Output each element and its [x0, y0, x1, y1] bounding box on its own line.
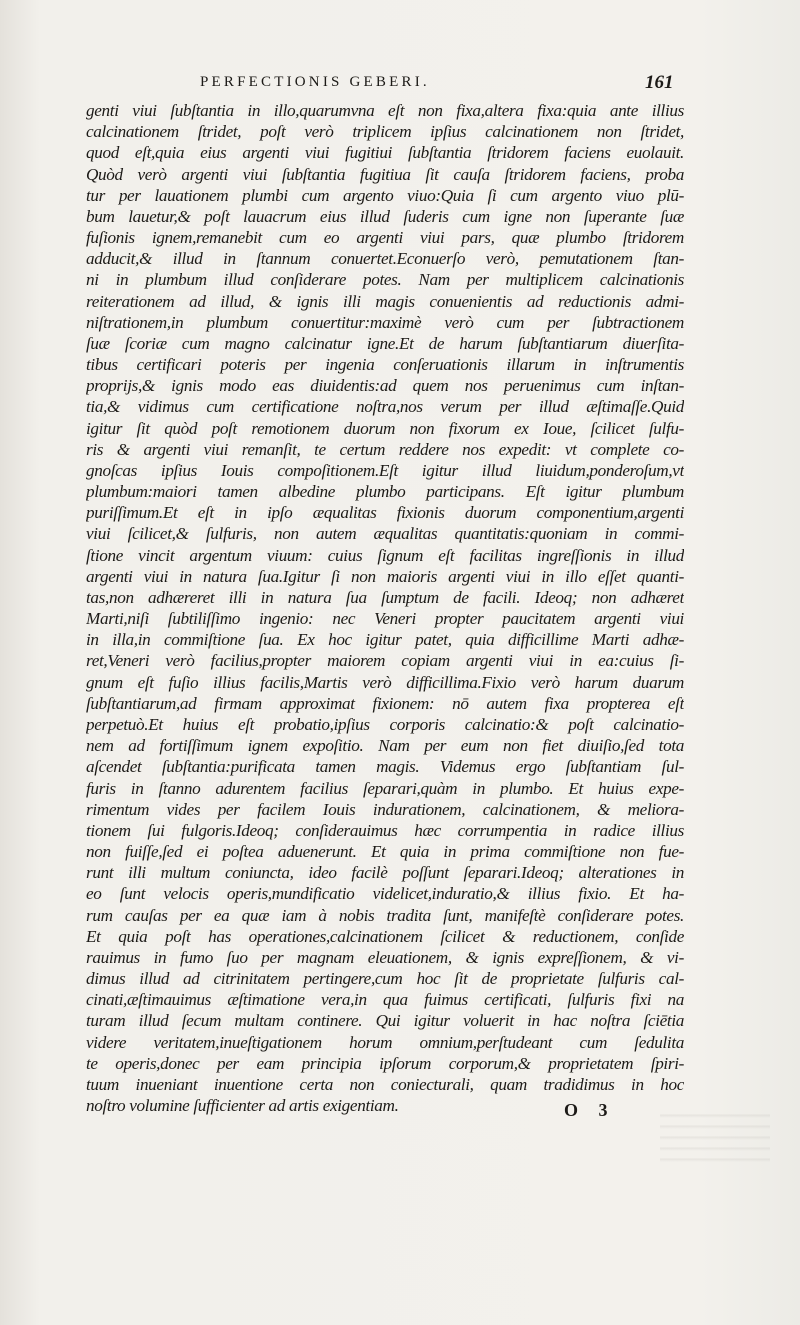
text-line: quod eſt,quia eius argenti viui fugitiui ſubſtantia ſtridorem faciens euolauit. [86, 143, 684, 163]
text-line: viui ſcilicet,& ſulfuris, non autem æqualitas quantitatis:quoniam in commi- [86, 524, 684, 544]
text-line: eo ſunt velocis operis,mundificatio videlicet,induratio,& illius fixio. Et ha- [86, 884, 684, 904]
text-line: reiterationem ad illud, & ignis illi magis conuenientis ad reductionis admi- [86, 291, 684, 311]
text-line: puriſſimum.Et eſt in ipſo æqualitas fixionis duorum componentium,argenti [86, 503, 684, 523]
text-line: gnum eſt fuſio illius facilis,Martis verò difficillima.Fixio verò harum duarum [86, 672, 684, 692]
text-line: tur per lauationem plumbi cum argento viuo:Quia ſi cum argento viuo plū- [86, 185, 684, 205]
text-line: adducit,& illud in ſtannum conuertet.Econuerſo verò, pemutationem ſtan- [86, 249, 684, 269]
text-line: rum cauſas per ea quæ iam à nobis tradita ſunt, manifeſtè conſiderare potes. [86, 905, 684, 925]
text-line: Et quia poſt has operationes,calcinationem ſcilicet & reductionem, conſide [86, 926, 684, 946]
text-line: furis in ſtanno adurentem facilius ſeparari,quàm in plumbo. Et huius expe- [86, 778, 684, 798]
signature-mark: O 3 [564, 1100, 616, 1120]
text-line: aſcendet ſubſtantia:purificata tamen magis. Videmus ergo ſubſtantiam ſul- [86, 757, 684, 777]
text-line: ſtione vincit argentum viuum: cuius ſignum eſt facilitas ingreſſionis in illud [86, 545, 684, 565]
text-line: videre veritatem,inueſtigationem horum omnium,perſtudeant cum ſedulita [86, 1032, 684, 1052]
text-line: dimus illud ad citrinitatem pertingere,cum hoc ſit de proprietate ſulfuris cal- [86, 969, 684, 989]
text-line: tionem ſui fulgoris.Ideoq; conſiderauimus hæc corrumpentia in radice illius [86, 820, 684, 840]
page-header [200, 74, 680, 96]
text-line: tibus certificari poteris per ingenia conſeruationis illarum in inſtrumentis [86, 355, 684, 375]
text-line: gnoſcas ipſius Iouis compoſitionem.Eſt igitur illud liuidum,ponderoſum,vt [86, 460, 684, 480]
text-line: te operis,donec per eam principia ipſorum corporum,& proprietatem ſpiri- [86, 1053, 684, 1073]
text-line: igitur ſit quòd poſt remotionem duorum non fixorum ex Ioue, ſcilicet ſulfu- [86, 418, 684, 438]
running-title: PERFECTIONIS GEBERI. [200, 74, 430, 90]
text-line: fuſionis ignem,remanebit cum eo argenti viui pars, quæ plumbo ſtridorem [86, 228, 684, 248]
text-line: ret,Veneri verò facilius,propter maiorem copiam argenti viui in ea:cuius ſi- [86, 651, 684, 671]
text-line: ni in plumbum illud conſiderare potes. Nam per multiplicem calcinationis [86, 270, 684, 290]
text-line: rimentum vides per facilem Iouis indurationem, calcinationem, & meliora- [86, 799, 684, 819]
text-line: cinati,æſtimauimus æſtimatione vera,in qua fuimus certificati, ſulfuris fixi na [86, 990, 684, 1010]
text-line: non fuiſſe,ſed ei poſtea aduenerunt. Et quia in prima commiſtione non fue- [86, 842, 684, 862]
text-line: ris & argenti viui remanſit, te certum reddere nos expedit: vt complete co- [86, 439, 684, 459]
text-line: noſtro volumine ſufficienter ad artis exigentiam. [86, 1096, 399, 1116]
text-line: tia,& vidimus cum certificatione noſtra,nos verum per illud æſtimaſſe.Quid [86, 397, 684, 417]
text-line: ſubſtantiarum,ad firmam approximat fixionem: nō autem fixa propterea eſt [86, 693, 684, 713]
text-line: tas,non adhæreret illi in natura ſua ſumptum de facili. Ideoq; non adhæret [86, 587, 684, 607]
text-line: proprijs,& ignis modo eas diuidentis:ad quem nos peruenimus cum inſtan- [86, 376, 684, 396]
text-line: tuum inueniant inuentione certa non coniecturali, quam tradidimus in hoc [86, 1074, 684, 1094]
text-line: Marti,niſi ſubtiliſſimo ingenio: nec Veneri propter paucitatem argenti viui [86, 609, 684, 629]
body-text [86, 100, 684, 1116]
text-line: runt illi multum coniuncta, ideo facilè poſſunt ſeparari.Ideoq; alterationes in [86, 863, 684, 883]
text-line: calcinationem ſtridet, poſt verò triplicem ipſius calcinationem non ſtridet, [86, 122, 684, 142]
text-line: niſtrationem,in plumbum conuertitur:maximè verò cum per ſubtractionem [86, 312, 684, 332]
text-line: plumbum:maiori tamen albedine plumbo participans. Eſt igitur plumbum [86, 482, 684, 502]
text-line: rauimus in fumo ſuo per magnam eleuationem, & ignis expreſſionem, & vi- [86, 947, 684, 967]
text-line: argenti viui in natura ſua.Igitur ſi non maioris argenti viui in illo eſſet quanti- [86, 566, 684, 586]
text-line: perpetuò.Et huius eſt probatio,ipſius corporis calcinatio:& poſt calcinatio- [86, 714, 684, 734]
text-line: turam illud ſecum multam continere. Qui igitur voluerit in hac noſtra ſciētia [86, 1011, 684, 1031]
text-line: ſuæ ſcoriæ cum magno calcinatur igne.Et de harum ſubſtantiarum diuerſita- [86, 333, 684, 353]
text-line: genti viui ſubſtantia in illo,quarumvna eſt non fixa,altera fixa:quia ante illius [86, 101, 684, 120]
text-line: Quòd verò argenti viui ſubſtantia fugitiua ſit cauſa ſtridorem faciens, proba [86, 164, 684, 184]
text-line: bum lauetur,& poſt lauacrum eius illud ſuderis cum igne non ſuperante ſuæ [86, 206, 684, 226]
text-line: nem ad fortiſſimum ignem expoſitio. Nam per eum non fiet diuiſio,ſed tota [86, 736, 684, 756]
text-line: in illa,in commiſtione ſua. Ex hoc igitur patet, quia difficillime Marti adhæ- [86, 630, 684, 650]
page-number: 161 [645, 72, 674, 93]
show-through-text [660, 1107, 770, 1162]
